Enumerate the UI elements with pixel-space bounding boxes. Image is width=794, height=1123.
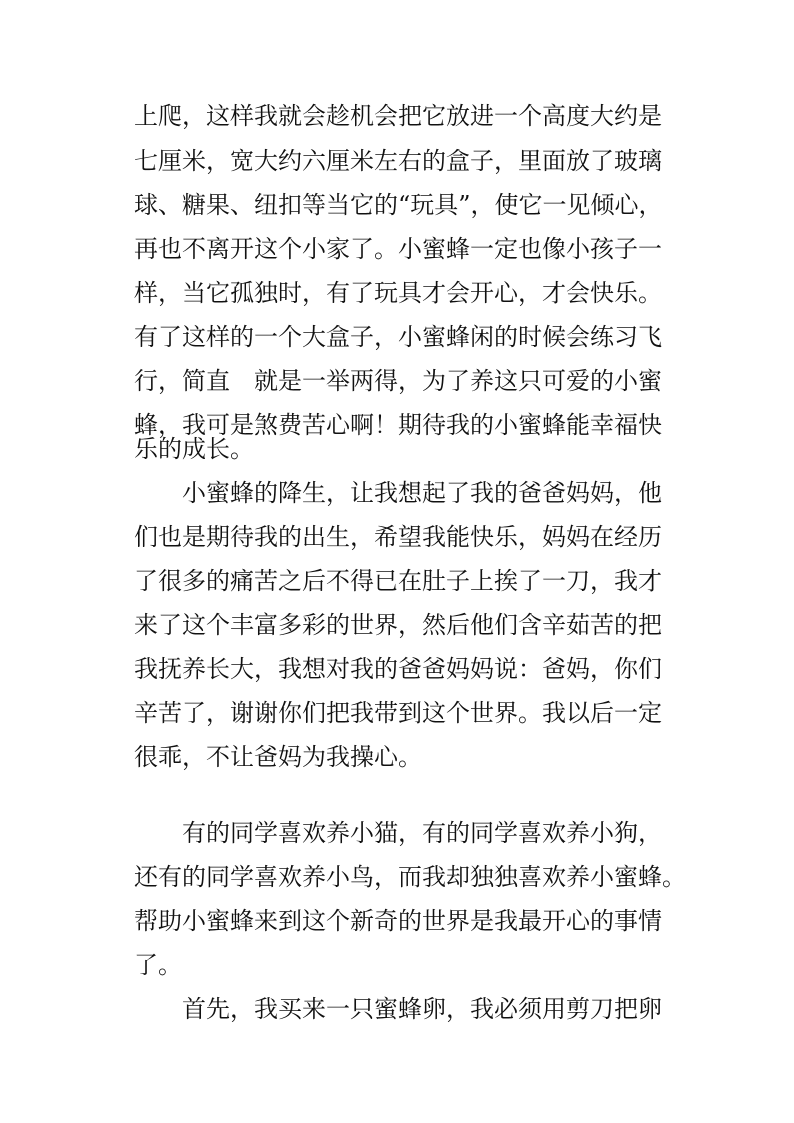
text-line: 还有的同学喜欢养小鸟，而我却独独喜欢养小蜜蜂。: [134, 863, 686, 891]
text-line: 了很多的痛苦之后不得已在肚子上挨了一刀，我才: [134, 567, 662, 595]
text-line: 我抚养长大，我想对我的爸爸妈妈说：爸妈，你们: [134, 655, 662, 683]
text-line: 上爬，这样我就会趁机会把它放进一个高度大约是: [134, 102, 662, 130]
text-line: 蜂，我可是煞费苦心啊！期待我的小蜜蜂能幸福快: [134, 411, 662, 439]
text-line: 球、糖果、纽扣等当它的“玩具”，使它一见倾心，: [134, 191, 663, 219]
paragraph-first-line: 有的同学喜欢养小猫，有的同学喜欢养小狗，: [182, 819, 662, 847]
text-line: 有了这样的一个大盒子，小蜜蜂闲的时候会练习飞: [134, 323, 662, 351]
text-line: 辛苦了，谢谢你们把我带到这个世界。我以后一定: [134, 699, 662, 727]
text-line: 帮助小蜜蜂来到这个新奇的世界是我最开心的事情: [134, 907, 662, 935]
text-line: 行，简直 就是一举两得，为了养这只可爱的小蜜: [134, 367, 662, 395]
text-line: 七厘米，宽大约六厘米左右的盒子，里面放了玻璃: [134, 147, 662, 175]
text-line: 来了这个丰富多彩的世界，然后他们含辛茹苦的把: [134, 611, 662, 639]
paragraph-first-line: 首先，我买来一只蜜蜂卵，我必须用剪刀把卵: [182, 995, 662, 1023]
text-line: 乐的成长。: [134, 435, 254, 463]
text-line: 很乖，不让爸妈为我操心。: [134, 743, 422, 771]
text-line: 了。: [134, 951, 182, 979]
text-line: 再也不离开这个小家了。小蜜蜂一定也像小孩子一: [134, 235, 662, 263]
text-line: 样，当它孤独时，有了玩具才会开心，才会快乐。: [134, 279, 662, 307]
text-line: 们也是期待我的出生，希望我能快乐，妈妈在经历: [134, 523, 662, 551]
paragraph-first-line: 小蜜蜂的降生，让我想起了我的爸爸妈妈，他: [182, 479, 662, 507]
